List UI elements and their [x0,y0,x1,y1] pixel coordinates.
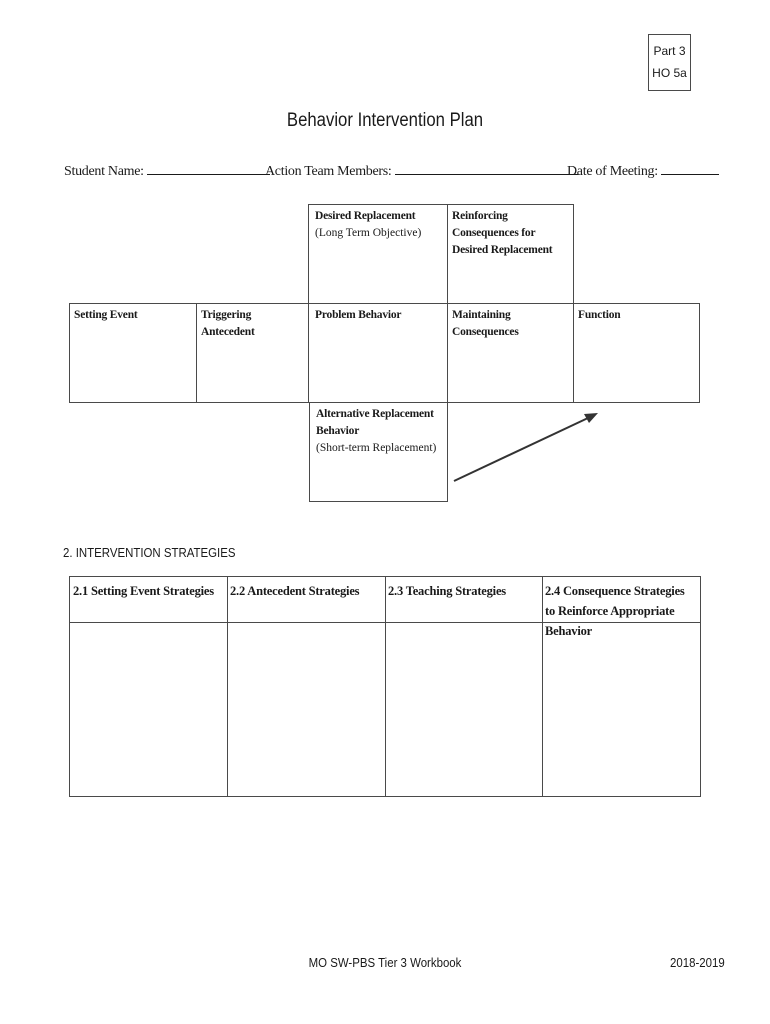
footer-workbook: MO SW-PBS Tier 3 Workbook [308,955,462,970]
student-name-label: Student Name: [64,164,144,179]
reinforcing-consequences-box[interactable] [447,204,574,304]
problem-behavior-label: Problem Behavior [315,309,402,321]
part-label-box [648,34,691,91]
part-number: Part 3 [653,44,686,58]
problem-behavior-box[interactable] [308,303,448,403]
strategies-heading: 2. INTERVENTION STRATEGIES [63,545,236,560]
maintaining-consequences-label: Maintaining Consequences [452,309,519,338]
desired-replacement-title: Desired Replacement [315,210,416,222]
function-box[interactable] [573,303,700,403]
student-name-line[interactable] [147,174,270,175]
alternative-replacement-title: Alternative Replacement Behavior [316,408,434,437]
teaching-strategies-cell[interactable] [386,623,542,796]
meeting-date-line[interactable] [661,174,719,175]
antecedent-strategies-cell[interactable] [228,623,385,796]
consequence-strategies-header: 2.4 Consequence Strategies to Reinforce Appropriate Behavior [545,584,685,638]
page-title: Behavior Intervention Plan [286,110,484,131]
meeting-date-field[interactable] [567,164,719,180]
setting-event-strategies-header: 2.1 Setting Event Strategies [73,584,214,598]
reinforcing-consequences-title: Reinforcing Consequences for Desired Replacement [452,210,553,256]
triggering-antecedent-box[interactable] [196,303,309,403]
setting-event-label: Setting Event [74,309,138,321]
teaching-strategies-header: 2.3 Teaching Strategies [388,584,506,598]
alternative-replacement-subtitle: (Short-term Replacement) [316,442,437,454]
antecedent-strategies-header: 2.2 Antecedent Strategies [230,584,360,598]
setting-event-strategies-cell[interactable] [70,623,227,796]
team-members-line[interactable] [395,174,578,175]
handout-number: HO 5a [652,66,687,80]
strategies-table [69,576,701,797]
team-members-field[interactable] [265,164,578,180]
triggering-antecedent-label: Triggering Antecedent [201,309,255,338]
setting-event-box[interactable] [69,303,197,403]
maintaining-consequences-box[interactable] [447,303,574,403]
arrow-icon [440,400,620,500]
consequence-strategies-cell[interactable] [543,623,700,796]
alternative-replacement-box[interactable] [309,402,448,502]
footer-year: 2018-2019 [670,955,725,970]
desired-replacement-box[interactable] [308,204,448,304]
team-members-label: Action Team Members: [265,164,392,179]
meeting-date-label: Date of Meeting: [567,164,658,179]
function-label: Function [578,309,621,321]
student-name-field[interactable] [64,164,270,180]
desired-replacement-subtitle: (Long Term Objective) [315,227,422,239]
